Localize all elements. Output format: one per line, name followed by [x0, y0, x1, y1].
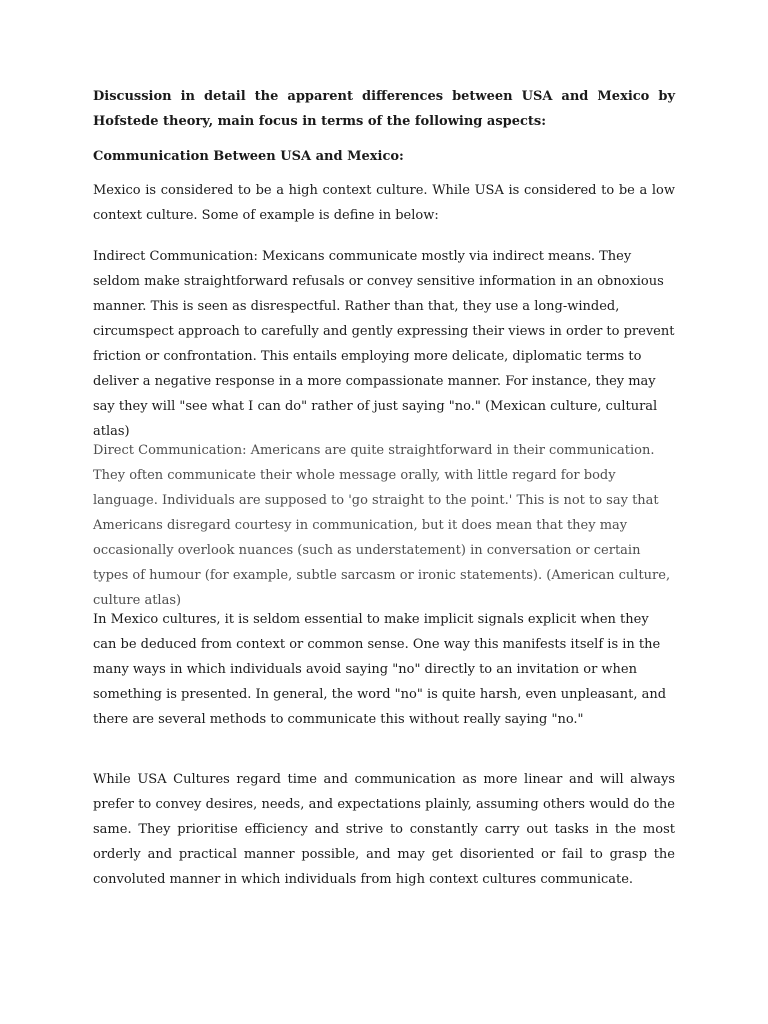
usa-culture-paragraph: While USA Cultures regard time and communication as more linear and will always prefer to convey desires, needs, and expectations plainly, assuming others would do the same. They prioritise efficiency and strive to constantly carry out tasks in the most orderly and practical manner possible, and may get disoriented or fail to grasp the convoluted manner in which individuals from high context cultures communicate.: [93, 772, 675, 887]
intro-paragraph: Mexico is considered to be a high context culture. While USA is considered to be a low context culture. Some of example is define in below:: [93, 183, 675, 223]
mexico-culture-paragraph: In Mexico cultures, it is seldom essential to make implicit signals explicit when they can be deduced from context or common sense. One way this manifests itself is in the many ways in which individuals avoid saying "no" directly to an invitation or when something is presented. In general, the word "no" is quite harsh, even unpleasant, and there are several methods to communicate this without really saying "no.": [93, 612, 667, 727]
indirect-communication-paragraph: Indirect Communication: Mexicans communicate mostly via indirect means. They seldom make straightforward refusals or convey sensitive information in an obnoxious manner. This is seen as disrespectful. Rather than that, they use a long-winded, circumspect approach to carefully and gently expressing their views in order to prevent friction or confrontation. This entails employing more delicate, diplomatic terms to deliver a negative response in a more compassionate manner. For instance, they may say they will "see what I can do" rather of just saying "no." (Mexican culture, cultural atlas): [93, 249, 675, 439]
section-heading: Communication Between USA and Mexico:: [93, 149, 404, 164]
document-heading: Discussion in detail the apparent differences between USA and Mexico by Hofstede theory, main focus in terms of the following aspects:: [93, 89, 675, 129]
direct-communication-paragraph: Direct Communication: Americans are quite straightforward in their communication. They often communicate their whole message orally, with little regard for body language. Individuals are supposed to 'go straight to the point.' This is not to say that Americans disregard courtesy in communication, but it does mean that they may occasionally overlook nuances (such as understatement) in conversation or certain types of humour (for example, subtle sarcasm or ironic statements). (American culture, culture atlas): [93, 443, 671, 608]
